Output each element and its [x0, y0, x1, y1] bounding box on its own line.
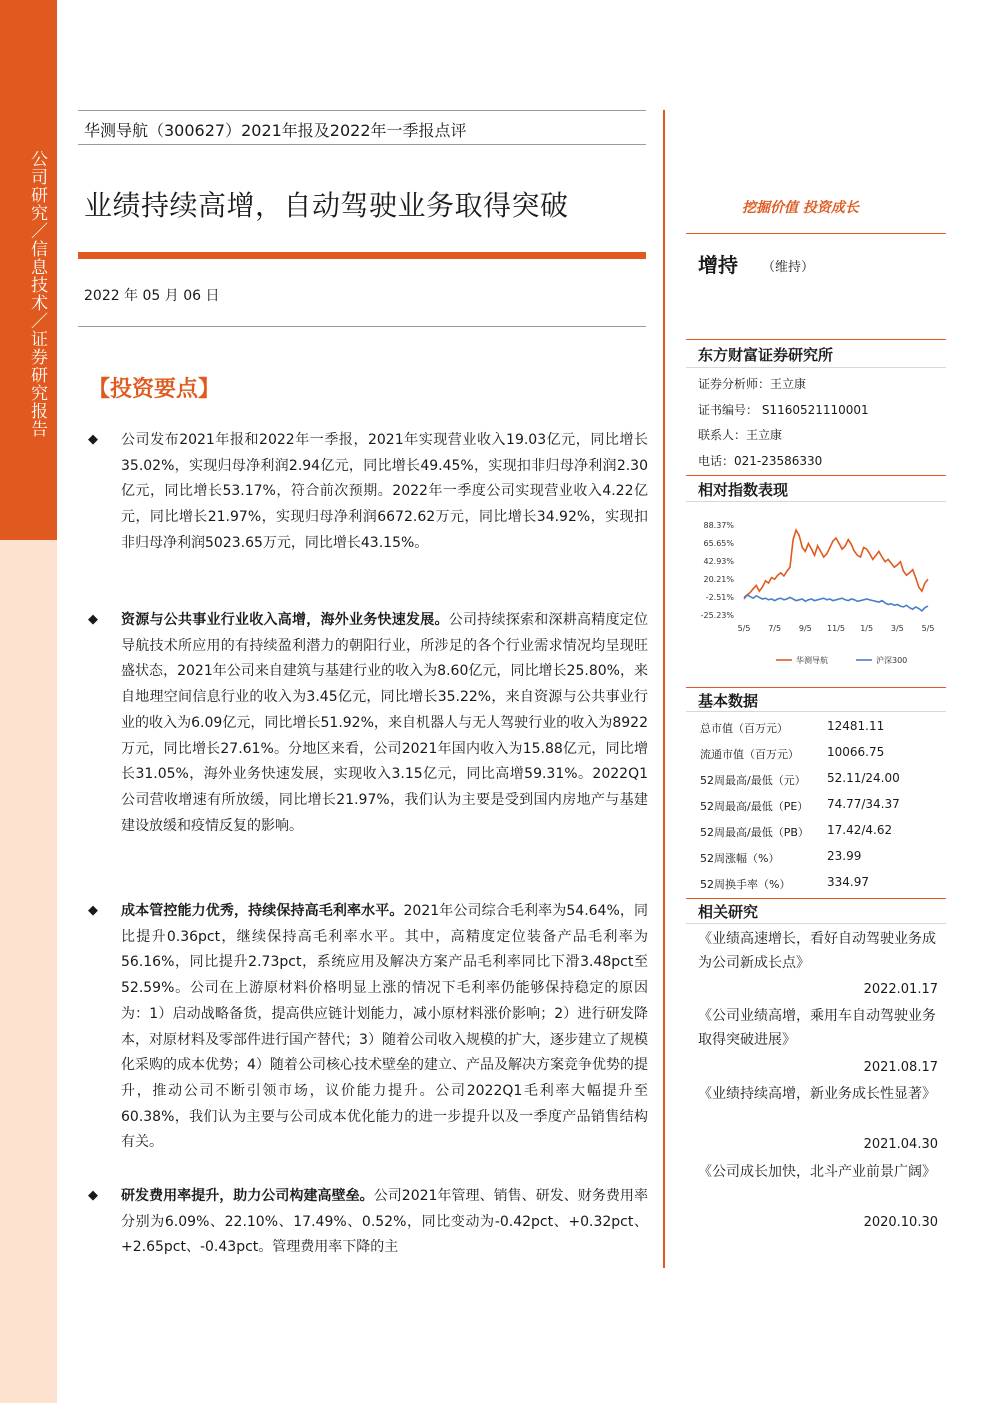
- basic-value: 10066.75: [827, 745, 885, 759]
- related-report-title: 《公司成长加快，北斗产业前景广阔》: [698, 1164, 936, 1180]
- header-rule-sub: [78, 144, 646, 145]
- x-tick-label: 9/5: [798, 624, 812, 633]
- perf-heading: 相对指数表现: [698, 481, 789, 499]
- basic-label: 52周最高/最低（PE）: [700, 800, 809, 813]
- x-tick-label: 3/5: [890, 624, 904, 633]
- paragraph-1: [88, 428, 648, 557]
- y-tick-label: 42.93%: [703, 557, 734, 566]
- x-tick-label: 7/5: [768, 624, 782, 633]
- paragraph-4: [88, 1184, 648, 1261]
- rating-rule: [686, 233, 946, 234]
- related-report-date: 2022.01.17: [863, 982, 938, 997]
- y-tick-label: 20.21%: [703, 575, 734, 584]
- section-heading: 【投资要点】: [88, 376, 221, 402]
- basic-label: 流通市值（百万元）: [700, 748, 799, 761]
- legend-label-1: 沪深300: [876, 656, 908, 665]
- institute-rule: [686, 339, 946, 340]
- paragraph-2-lead: 资源与公共事业行业收入高增，海外业务快速发展。: [121, 612, 449, 628]
- slogan: 挖掘价值 投资成长: [742, 200, 859, 216]
- report-date: 2022 年 05 月 06 日: [84, 288, 220, 304]
- basic-label: 52周最高/最低（元）: [700, 774, 806, 787]
- header-rule-top: [78, 110, 646, 111]
- institute-rule-bottom: [686, 367, 946, 368]
- relative-performance-chart: [698, 515, 946, 675]
- x-tick-label: 1/5: [860, 624, 874, 633]
- legend-label-0: 华测导航: [796, 656, 828, 665]
- paragraph-3: [88, 899, 648, 1156]
- rating: 增持: [698, 253, 738, 277]
- y-tick-label: -25.23%: [700, 611, 734, 620]
- basic-value: 12481.11: [827, 719, 885, 733]
- diamond-bullet-icon: ◆: [88, 1188, 98, 1203]
- basic-label: 总市值（百万元）: [700, 722, 788, 735]
- x-tick-label: 11/5: [827, 624, 845, 633]
- y-tick-label: 65.65%: [703, 539, 734, 548]
- contact: 联系人：王立康: [698, 428, 783, 442]
- related-heading: 相关研究: [698, 903, 759, 921]
- basic-label: 52周最高/最低（PB）: [700, 826, 809, 839]
- related-report-title: 《业绩高速增长，看好自动驾驶业务成为公司新成长点》: [698, 931, 936, 971]
- related-report-date: 2020.10.30: [863, 1215, 938, 1230]
- phone: 电话：021-23586330: [698, 454, 823, 468]
- paragraph-4-lead: 研发费用率提升，助力公司构建高壁垒。: [121, 1188, 374, 1204]
- basic-label: 52周换手率（%）: [700, 878, 791, 891]
- diamond-bullet-icon: ◆: [88, 903, 98, 918]
- basic-value: 52.11/24.00: [827, 771, 900, 785]
- perf-rule: [686, 475, 946, 476]
- paragraph-2-text: 公司持续探索和深耕高精度定位导航技术所应用的有持续盈利潜力的朝阳行业，所涉足的各个行业需求情况均呈现旺盛状态，2021年公司来自建筑与基建行业的收入为8.60亿元，同比增长25.80%，来自地理空间信息行业的收入为3.45亿元，同比增长35.22%，来自资源与公共事业行业的收入为6.09亿元，同比增长51.92%，来自机器人与无人驾驶行业的收入为8922万元，同比增长27.61%。分地区来看，公司2021年国内收入为15.88亿元，同比增长31.05%，海外业务快速发展，实现收入3.15亿元，同比高增59.31%。2022Q1公司营收增速有所放缓，同比增长21.97%，我们认为主要是受到国内房地产与基建建设放缓和疫情反复的影响。: [121, 612, 648, 834]
- institute-name: 东方财富证券研究所: [698, 346, 834, 364]
- related-report-title: 《业绩持续高增，新业务成长性显著》: [698, 1086, 936, 1102]
- report-title: 业绩持续高增，自动驾驶业务取得突破: [84, 189, 569, 222]
- basic-label: 52周涨幅（%）: [700, 852, 780, 865]
- basic-value: 74.77/34.37: [827, 797, 900, 811]
- related-report-title: 《公司业绩高增，乘用车自动驾驶业务取得突破进展》: [698, 1008, 936, 1048]
- basic-value: 334.97: [827, 875, 869, 889]
- series-line-0: [744, 530, 928, 599]
- paragraph-3-lead: 成本管控能力优秀，持续保持高毛利率水平。: [121, 903, 404, 919]
- title-accent-bar: [78, 252, 646, 259]
- y-tick-label: -2.51%: [705, 593, 734, 602]
- diamond-bullet-icon: ◆: [88, 612, 98, 627]
- chart-svg: [698, 515, 946, 675]
- paragraph-4-text: 公司2021年管理、销售、研发、财务费用率分别为6.09%、22.10%、17.49%、0.52%，同比变动为-0.42pct、+0.32pct、+2.65pct、-0.43pct。管理费用率下降的主: [121, 1188, 648, 1256]
- related-report-date: 2021.08.17: [863, 1060, 938, 1075]
- perf-rule-bottom: [686, 501, 946, 502]
- paragraph-2: [88, 608, 648, 839]
- analyst: 证券分析师：王立康: [698, 377, 807, 391]
- paragraph-3-text: 2021年公司综合毛利率为54.64%，同比提升0.36pct，继续保持高毛利率水平。其中，高精度定位装备产品毛利率为56.16%，同比提升2.73pct，系统应用及解决方案产品毛利率同比下滑3.48pct至52.59%。公司在上游原材料价格明显上涨的情况下毛利率仍能够保持稳定的原因为：1）启动战略备货，提高供应链计划能力，减小原材料涨价影响；2）进行研发降本，对原材料及零部件进行国产替代；3）随着公司收入规模的扩大，逐步建立了规模化采购的成本优势；4）随着公司核心技术壁垒的建立、产品及解决方案竞争优势的提升，推动公司不断引领市场，议价能力提升。公司2022Q1毛利率大幅提升至60.38%，我们认为主要与公司成本优化能力的进一步提升以及一季度产品销售结构有关。: [121, 903, 649, 1151]
- paragraph-1-text: 公司发布2021年报和2022年一季报，2021年实现营业收入19.03亿元，同比增长35.02%，实现归母净利润2.94亿元，同比增长49.45%，实现扣非归母净利润2.30亿元，同比增长53.17%，符合前次预期。2022年一季度公司实现营业收入4.22亿元，同比增长21.97%，实现归母净利润6672.62万元，同比增长34.92%，实现扣非归母净利润5023.65万元，同比增长43.15%。: [121, 432, 648, 551]
- report-category-label: 公司研究／信息技术／证券研究报告: [27, 150, 47, 438]
- y-tick-label: 88.37%: [703, 521, 734, 530]
- rating-note: （维持）: [762, 260, 815, 275]
- related-report-date: 2021.04.30: [863, 1137, 938, 1152]
- basic-value: 17.42/4.62: [827, 823, 893, 837]
- report-subtitle: 华测导航（300627）2021年报及2022年一季报点评: [84, 121, 467, 140]
- related-rule-bottom: [686, 923, 946, 924]
- header-rule-date: [78, 326, 646, 327]
- x-tick-label: 5/5: [921, 624, 935, 633]
- x-tick-label: 5/5: [737, 624, 751, 633]
- basic-rule: [686, 687, 946, 688]
- series-line-1: [744, 595, 928, 611]
- basic-rule-bottom: [686, 711, 946, 712]
- cert-number: 证书编号： S1160521110001: [698, 403, 869, 417]
- column-divider: [663, 110, 665, 1268]
- basic-heading: 基本数据: [698, 692, 759, 710]
- basic-value: 23.99: [827, 849, 862, 863]
- diamond-bullet-icon: ◆: [88, 432, 98, 447]
- related-rule: [686, 898, 946, 899]
